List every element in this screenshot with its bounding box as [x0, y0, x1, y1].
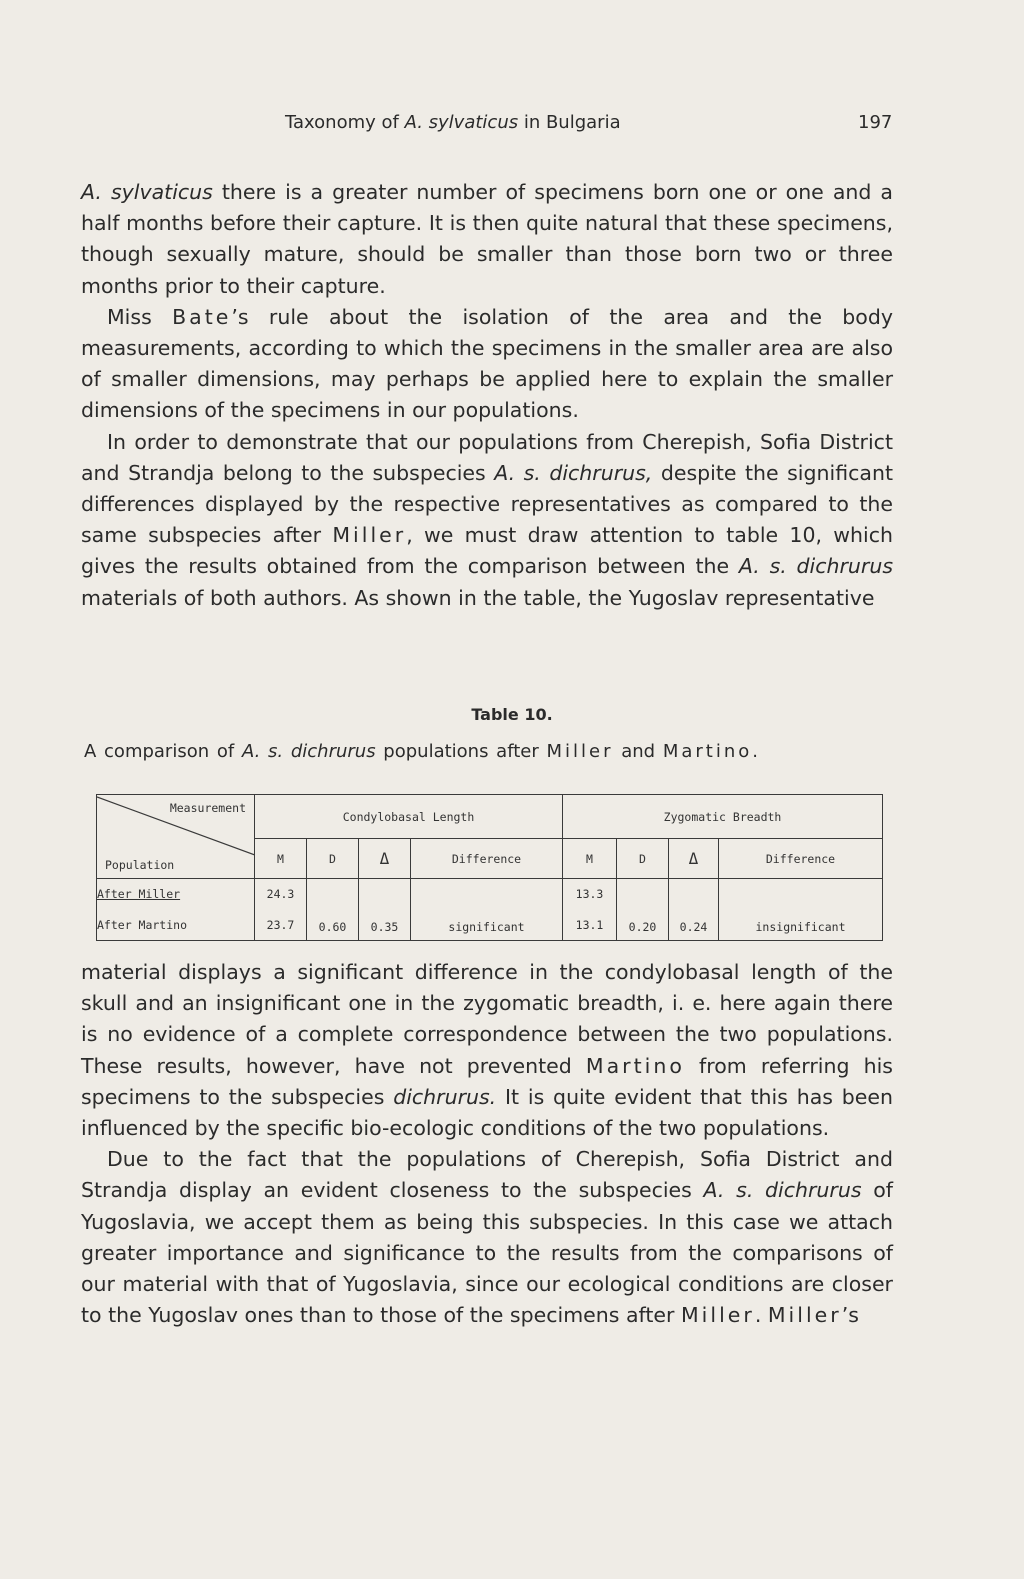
zb-d-value: 0.20 [628, 920, 657, 934]
zb-d-cell [617, 879, 669, 941]
subheader-m-2: M [563, 839, 617, 879]
cl-m-values [255, 879, 307, 941]
zb-difference-value: insignificant [755, 920, 846, 934]
paragraph-3: In order to demonstrate that our populations from Cherepish, Sofia District and Strandja belong to the subspecies A. s. dichrurus, despite the significant differences displayed by the respective representatives as compared to the same subspecies after Miller, we must draw attention to table 10, which gives the results obtained from the comparison between the A. s. dichrurus materials of both authors. As shown in the table, the Yugoslav representative [81, 429, 893, 610]
paragraph-4: material displays a significant difference in the condylobasal length of the skull and an insignificant one in the zygomatic breadth, i. e. here again there is no evidence of a complete correspondence between the two populations. These results, however, have not prevented Martino from referring his specimens to the subspecies dichrurus. It is quite evident that this has been influenced by the specific bio-ecologic conditions of the two populations. [81, 960, 893, 1141]
cl-difference-cell [411, 879, 563, 941]
page-number: 197 [858, 112, 893, 133]
zb-m-values [563, 879, 617, 941]
cl-d-cell [307, 879, 359, 941]
corner-label-measurement: Measurement [169, 801, 246, 815]
zb-m-martino: 13.1 [575, 917, 604, 932]
subheader-difference-2: Difference [719, 839, 883, 879]
row-label-miller: After Miller [97, 887, 181, 902]
subheader-delta: Δ [359, 839, 411, 879]
cl-difference-value: significant [448, 920, 525, 934]
zb-delta-value: 0.24 [679, 920, 708, 934]
paragraph-5: Due to the fact that the populations of Cherepish, Sofia District and Strandja display an evident closeness to the subspecies A. s. dichrurus of Yugoslavia, we accept them as being this subspecies. In this case we attach greater importance and significance to the results from the comparisons of our material with that of Yugoslavia, since our ecological conditions are closer to the Yugoslav ones than to those of the specimens after Miller. Miller’s [81, 1147, 893, 1328]
population-labels [97, 879, 255, 941]
running-head [0, 112, 1024, 140]
header-condylobasal-length: Condylobasal Length [255, 795, 563, 839]
zb-delta-cell [669, 879, 719, 941]
subheader-d-2: D [617, 839, 669, 879]
row-label-martino: After Martino [97, 917, 188, 932]
cl-delta-value: 0.35 [370, 920, 399, 934]
zb-difference-cell [719, 879, 883, 941]
running-title: Taxonomy of A. sylvaticus in Bulgaria [285, 112, 621, 133]
corner-label-population: Population [105, 858, 175, 872]
cl-d-value: 0.60 [318, 920, 347, 934]
table-corner-header [97, 795, 255, 879]
cl-m-martino: 23.7 [266, 917, 295, 932]
subheader-delta-2: Δ [669, 839, 719, 879]
header-zygomatic-breadth: Zygomatic Breadth [563, 795, 883, 839]
body-text-lower [81, 957, 893, 1331]
paragraph-2: Miss Bate’s rule about the isolation of the area and the body measurements, according to which the specimens in the smaller area are also of smaller dimensions, may perhaps be applied here to explain the smaller dimensions of the specimens in our populations. [81, 304, 893, 423]
body-text-upper [81, 177, 893, 614]
subheader-m: M [255, 839, 307, 879]
cl-delta-cell [359, 879, 411, 941]
cl-m-miller: 24.3 [266, 887, 295, 902]
comparison-table [96, 794, 882, 940]
subheader-difference: Difference [411, 839, 563, 879]
subheader-d: D [307, 839, 359, 879]
table-title: Table 10. [471, 705, 553, 724]
paragraph-1: A. sylvaticus there is a greater number of specimens born one or one and a half months before their capture. It is then quite natural that these specimens, though sexually mature, should be smaller than those born two or three months prior to their capture. [81, 180, 893, 298]
table-caption: A comparison of A. s. dichrurus populations after Miller and Martino. [84, 741, 759, 762]
zb-m-miller: 13.3 [575, 887, 604, 902]
